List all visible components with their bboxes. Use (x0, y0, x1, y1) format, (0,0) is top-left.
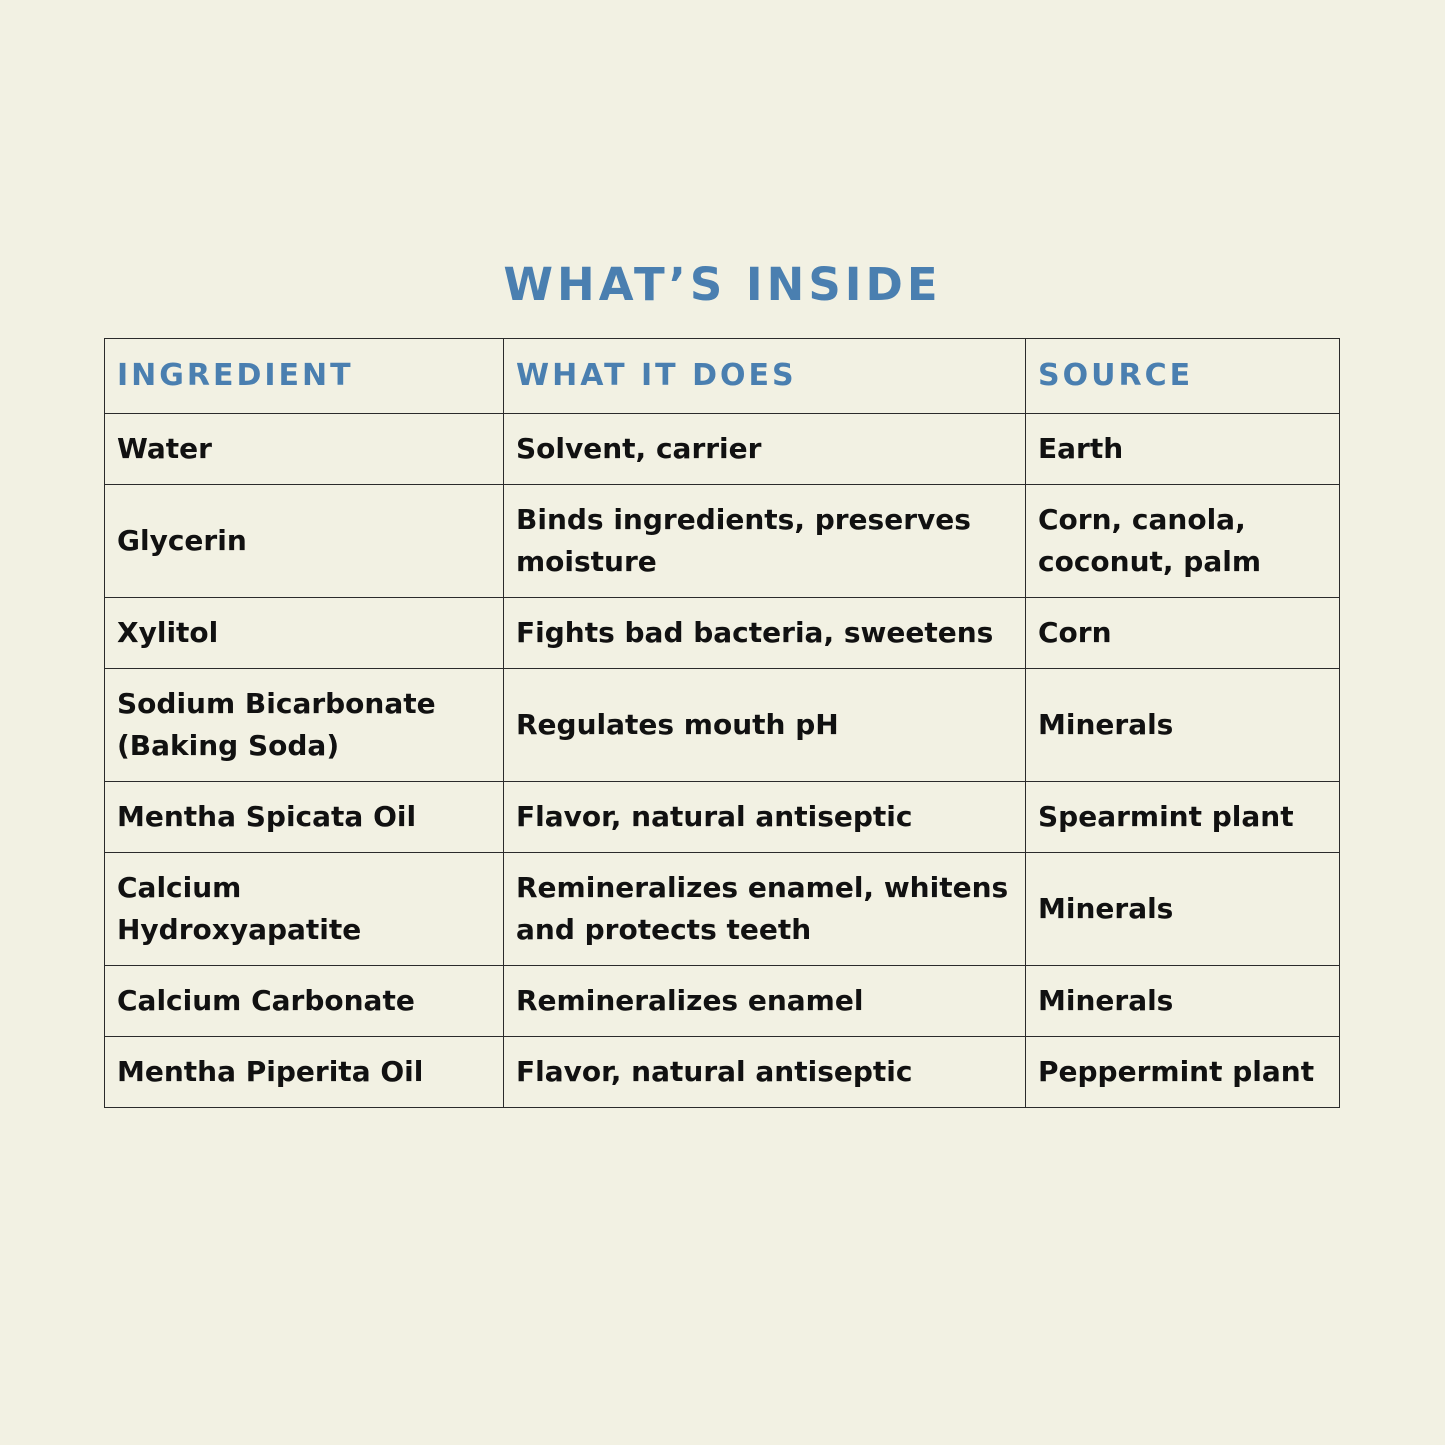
cell-function: Regulates mouth pH (504, 669, 1026, 782)
cell-function: Flavor, natural antiseptic (504, 1037, 1026, 1108)
cell-ingredient: Mentha Spicata Oil (105, 782, 504, 853)
cell-source: Minerals (1026, 669, 1340, 782)
ingredients-table (104, 338, 1340, 1108)
cell-source: Corn, canola, coconut, palm (1026, 485, 1340, 598)
cell-ingredient: Calcium Hydroxyapatite (105, 853, 504, 966)
table-row (105, 485, 1340, 598)
header-source: SOURCE (1026, 339, 1340, 414)
table-row (105, 414, 1340, 485)
cell-source: Earth (1026, 414, 1340, 485)
cell-function: Solvent, carrier (504, 414, 1026, 485)
table-row (105, 1037, 1340, 1108)
table-row (105, 782, 1340, 853)
cell-ingredient: Calcium Carbonate (105, 966, 504, 1037)
header-what-it-does: WHAT IT DOES (504, 339, 1026, 414)
cell-source: Corn (1026, 598, 1340, 669)
table-row (105, 598, 1340, 669)
cell-ingredient: Xylitol (105, 598, 504, 669)
cell-source: Minerals (1026, 853, 1340, 966)
cell-ingredient: Glycerin (105, 485, 504, 598)
header-ingredient: INGREDIENT (105, 339, 504, 414)
cell-function: Flavor, natural antiseptic (504, 782, 1026, 853)
cell-source: Minerals (1026, 966, 1340, 1037)
cell-source: Spearmint plant (1026, 782, 1340, 853)
table-row (105, 966, 1340, 1037)
cell-ingredient: Sodium Bicarbonate (Baking Soda) (105, 669, 504, 782)
page-title: WHAT’S INSIDE (503, 258, 942, 311)
cell-ingredient: Mentha Piperita Oil (105, 1037, 504, 1108)
table-row (105, 669, 1340, 782)
table-header-row (105, 339, 1340, 414)
cell-source: Peppermint plant (1026, 1037, 1340, 1108)
cell-function: Binds ingredients, preserves moisture (504, 485, 1026, 598)
cell-function: Remineralizes enamel (504, 966, 1026, 1037)
table-row (105, 853, 1340, 966)
cell-function: Remineralizes enamel, whitens and protects teeth (504, 853, 1026, 966)
cell-ingredient: Water (105, 414, 504, 485)
cell-function: Fights bad bacteria, sweetens (504, 598, 1026, 669)
